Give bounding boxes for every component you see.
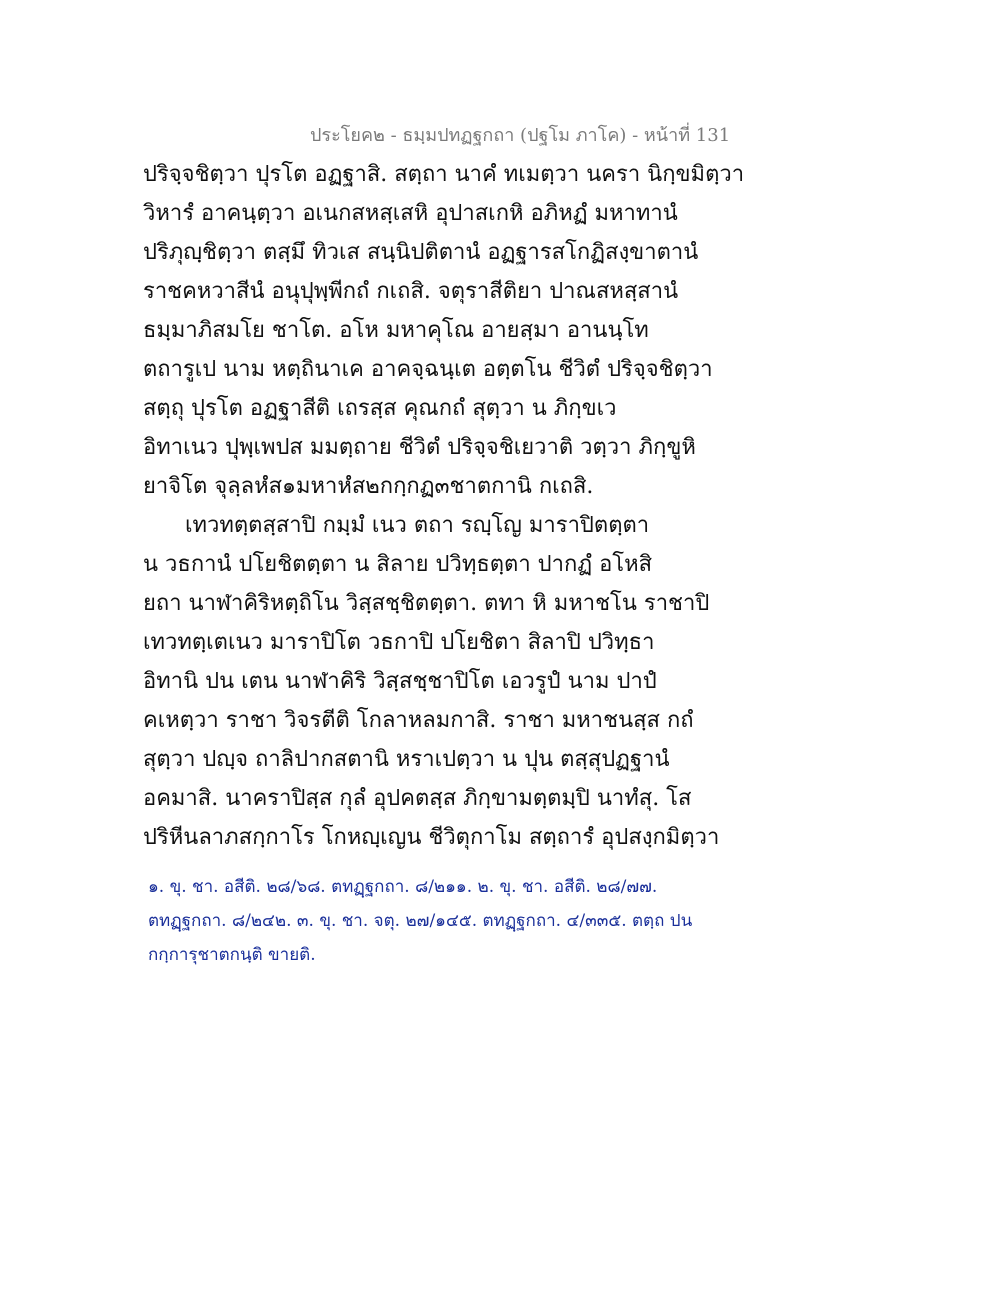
text-line: เทวทตฺเตเนว มาราปิโต วธกาปิ ปโยชิตา สิลาปิ ปวิทฺธา (143, 630, 655, 655)
text-line: ธมฺมาภิสมโย ชาโต. อโห มหาคุโณ อายสฺมา อานนฺโท (143, 318, 649, 343)
footnote-line: กกฺการุชาตกนฺติ ขายติ. (148, 945, 316, 965)
page-header: ประโยค๒ - ธมฺมปทฏฐกถา (ปฐโม ภาโค) - หน้าที่ 131 (310, 125, 731, 146)
main-text (143, 155, 745, 857)
text-line: อิทานิ ปน เตน นาฬาคิริ วิสฺสชฺชาปิโต เอวรูปํ นาม ปาปํ (143, 669, 657, 694)
paragraph-first-line: เทวทตฺตสฺสาปิ กมฺมํ เนว ตถา รญฺโญ มาราปิตตฺตา (185, 513, 650, 538)
text-line: น วธกานํ ปโยชิตตฺตา น สิลาย ปวิทฺธตฺตา ปากฏํ อโหสิ (143, 552, 653, 577)
text-line: คเหตฺวา ราชา วิจรตีติ โกลาหลมกาสิ. ราชา มหาชนสฺส กถํ (143, 708, 694, 733)
text-line: ปริภุญฺชิตฺวา ตสฺมึ ทิวเส สนฺนิปติตานํ อฏฐารสโกฏิสงฺขาตานํ (143, 240, 699, 265)
text-line: ปริหีนลาภสกฺกาโร โกหญฺเญน ชีวิตุกาโม สตฺถารํ อุปสงฺกมิตฺวา (143, 825, 720, 850)
text-line: วิหารํ อาคนฺตฺวา อเนกสหสฺเสหิ อุปาสเกหิ อภิหฏํ มหาทานํ (143, 201, 678, 226)
footnote-line: ๑. ขุ. ชา. อสีติ. ๒๘/๖๘. ตทฏฺฐกถา. ๘/๒๑๑. ๒. ขุ. ชา. อสีติ. ๒๘/๗๗. (148, 877, 658, 897)
text-line: อคมาสิ. นาคราปิสฺส กุลํ อุปคตสฺส ภิกฺขามตฺตมฺปิ นาทํสุ. โส (143, 786, 692, 811)
footnotes (148, 870, 693, 972)
text-line: ตถารูเป นาม หตฺถินาเค อาคจฺฉนฺเต อตฺตโน ชีวิตํ ปริจฺจชิตฺวา (143, 357, 713, 382)
text-line: ยถา นาฬาคิริหตฺถิโน วิสฺสชฺชิตตฺตา. ตทา หิ มหาชโน ราชาปิ (143, 591, 710, 616)
text-line: สตฺถุ ปุรโต อฏฐาสีติ เถรสฺส คุณกถํ สุตฺวา น ภิกฺขเว (143, 396, 617, 421)
text-line: ราชคหวาสีนํ อนุปุพฺพีกถํ กเถสิ. จตุราสีติยา ปาณสหสฺสานํ (143, 279, 679, 304)
text-line: ปริจฺจชิตฺวา ปุรโต อฏฐาสิ. สตฺถา นาคํ ทเมตฺวา นครา นิกฺขมิตฺวา (143, 162, 745, 187)
text-line: สุตฺวา ปญฺจ ถาลิปากสตานิ หราเปตฺวา น ปุน ตสฺสุปฏฐานํ (143, 747, 670, 772)
text-line: อิทาเนว ปุพฺเพปส มมตฺถาย ชีวิตํ ปริจฺจชิเยวาติ วตฺวา ภิกฺขูหิ (143, 435, 696, 460)
footnote-line: ตทฏฺฐกถา. ๘/๒๔๒. ๓. ขุ. ชา. จตุ. ๒๗/๑๔๕. ตทฏฺฐกถา. ๔/๓๓๕. ตตฺถ ปน (148, 911, 693, 931)
text-line: ยาจิโต จุลฺลหํส๑มหาหํส๒กกฺกฏ๓ชาตกานิ กเถสิ. (143, 474, 594, 499)
